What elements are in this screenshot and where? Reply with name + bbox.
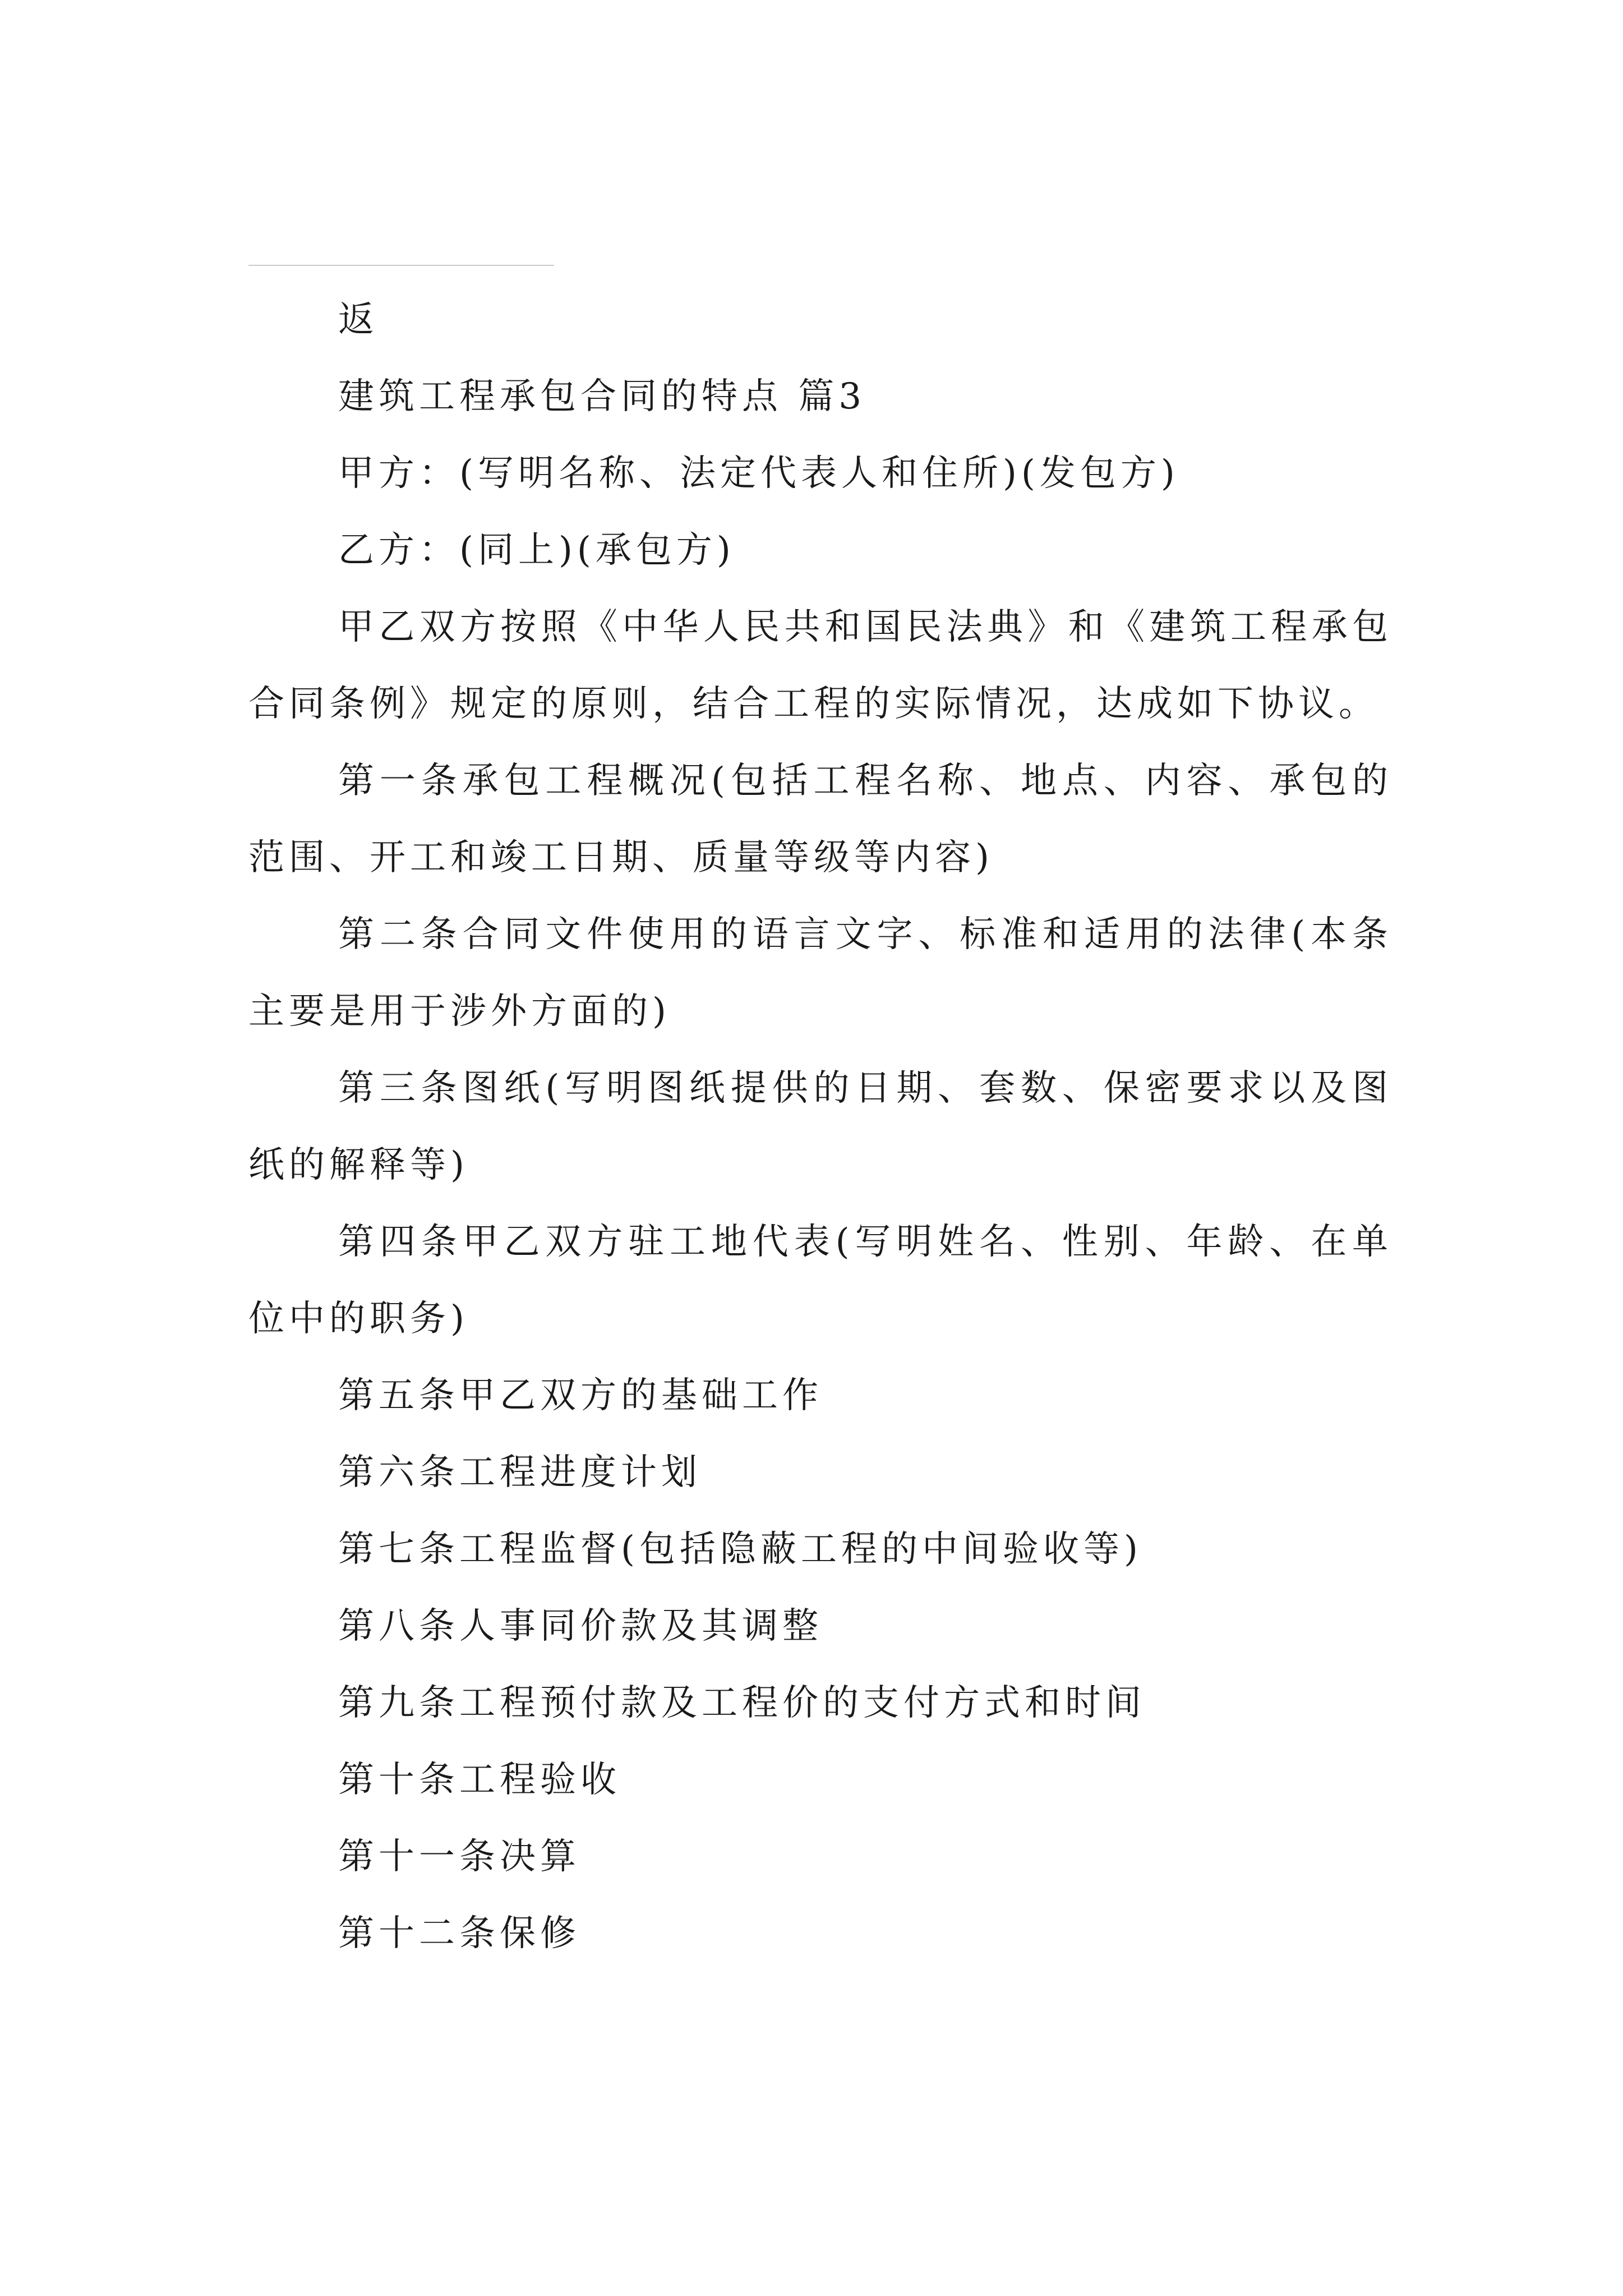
article-1: 第一条承包工程概况(包括工程名称、地点、内容、承包的范围、开工和竣工日期、质量等级等内容) xyxy=(248,760,1393,878)
party-b: 乙方：(同上)(承包方) xyxy=(338,530,735,571)
document-body xyxy=(248,282,1393,1972)
article-2: 第二条合同文件使用的语言文字、标准和适用的法律(本条主要是用于涉外方面的) xyxy=(248,914,1393,1032)
article-4: 第四条甲乙双方驻工地代表(写明姓名、性别、年龄、在单位中的职务) xyxy=(248,1221,1393,1340)
party-a: 甲方：(写明名称、法定代表人和住所)(发包方) xyxy=(338,453,1179,494)
article-12: 第十二条保修 xyxy=(338,1913,580,1954)
section-title: 建筑工程承包合同的特点 篇3 xyxy=(338,376,866,417)
article-3: 第三条图纸(写明图纸提供的日期、套数、保密要求以及图纸的解释等) xyxy=(248,1068,1393,1186)
article-7: 第七条工程监督(包括隐蔽工程的中间验收等) xyxy=(338,1529,1142,1570)
fragment-top: 返 xyxy=(338,299,379,341)
preamble-paragraph: 甲乙双方按照《中华人民共和国民法典》和《建筑工程承包合同条例》规定的原则，结合工程的实际情况，达成如下协议。 xyxy=(248,606,1393,725)
article-8: 第八条人事同价款及其调整 xyxy=(338,1605,823,1647)
article-11: 第十一条决算 xyxy=(338,1836,580,1878)
article-10: 第十条工程验收 xyxy=(338,1759,621,1801)
article-5: 第五条甲乙双方的基础工作 xyxy=(338,1375,823,1416)
header-rule xyxy=(248,265,554,266)
article-9: 第九条工程预付款及工程价的支付方式和时间 xyxy=(338,1682,1146,1724)
article-6: 第六条工程进度计划 xyxy=(338,1452,702,1493)
